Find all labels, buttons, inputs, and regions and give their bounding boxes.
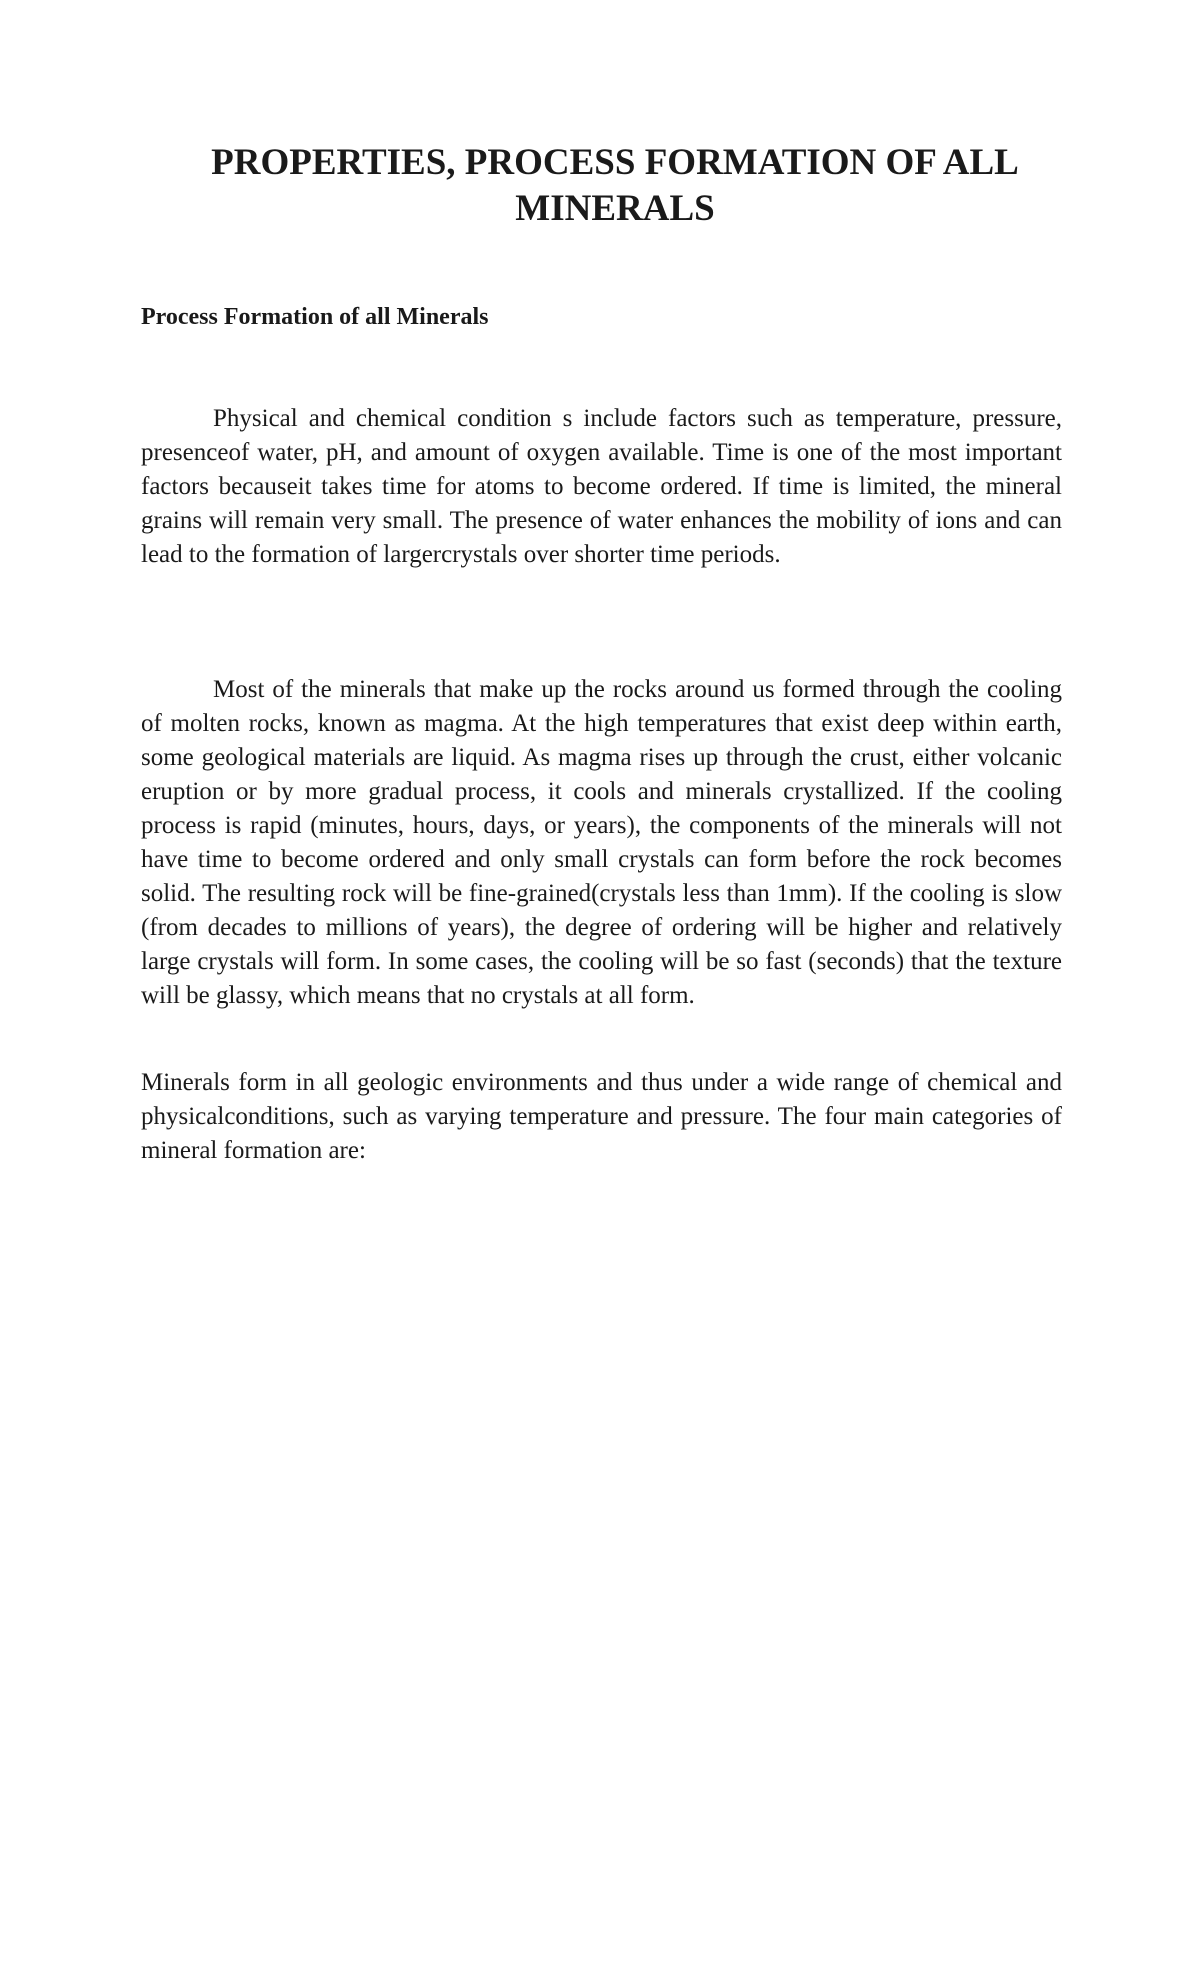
- paragraph-magma-cooling: Most of the minerals that make up the rocks around us formed through the cooling of molten rocks, known as magma. At the high temperatures that exist deep within earth, some geological materials are liquid. As magma rises up through the crust, either volcanic eruption or by more gradual process, it cools and minerals crystallized. If the cooling process is rapid (minutes, hours, days, or years), the components of the minerals will not have time to become ordered and only small crystals can form before the rock becomes solid. The resulting rock will be fine-grained(crystals less than 1mm). If the cooling is slow (from decades to millions of years), the degree of ordering will be higher and relatively large crystals will form. In some cases, the cooling will be so fast (seconds) that the texture will be glassy, which means that no crystals at all form.: [141, 676, 1062, 1009]
- paragraph-formation-categories: Minerals form in all geologic environments and thus under a wide range of chemical and physicalconditions, such as varying temperature and pressure. The four main categories of mineral formation are:: [141, 1069, 1062, 1164]
- paragraph-conditions: Physical and chemical condition s include factors such as temperature, pressure, presenceof water, pH, and amount of oxygen available. Time is one of the most important factors becauseit takes time for atoms to become ordered. If time is limited, the mineral grains will remain very small. The presence of water enhances the mobility of ions and can lead to the formation of largercrystals over shorter time periods.: [141, 405, 1062, 568]
- page-title: PROPERTIES, PROCESS FORMATION OF ALL MINERALS: [211, 142, 1019, 229]
- section-heading: Process Formation of all Minerals: [141, 304, 489, 330]
